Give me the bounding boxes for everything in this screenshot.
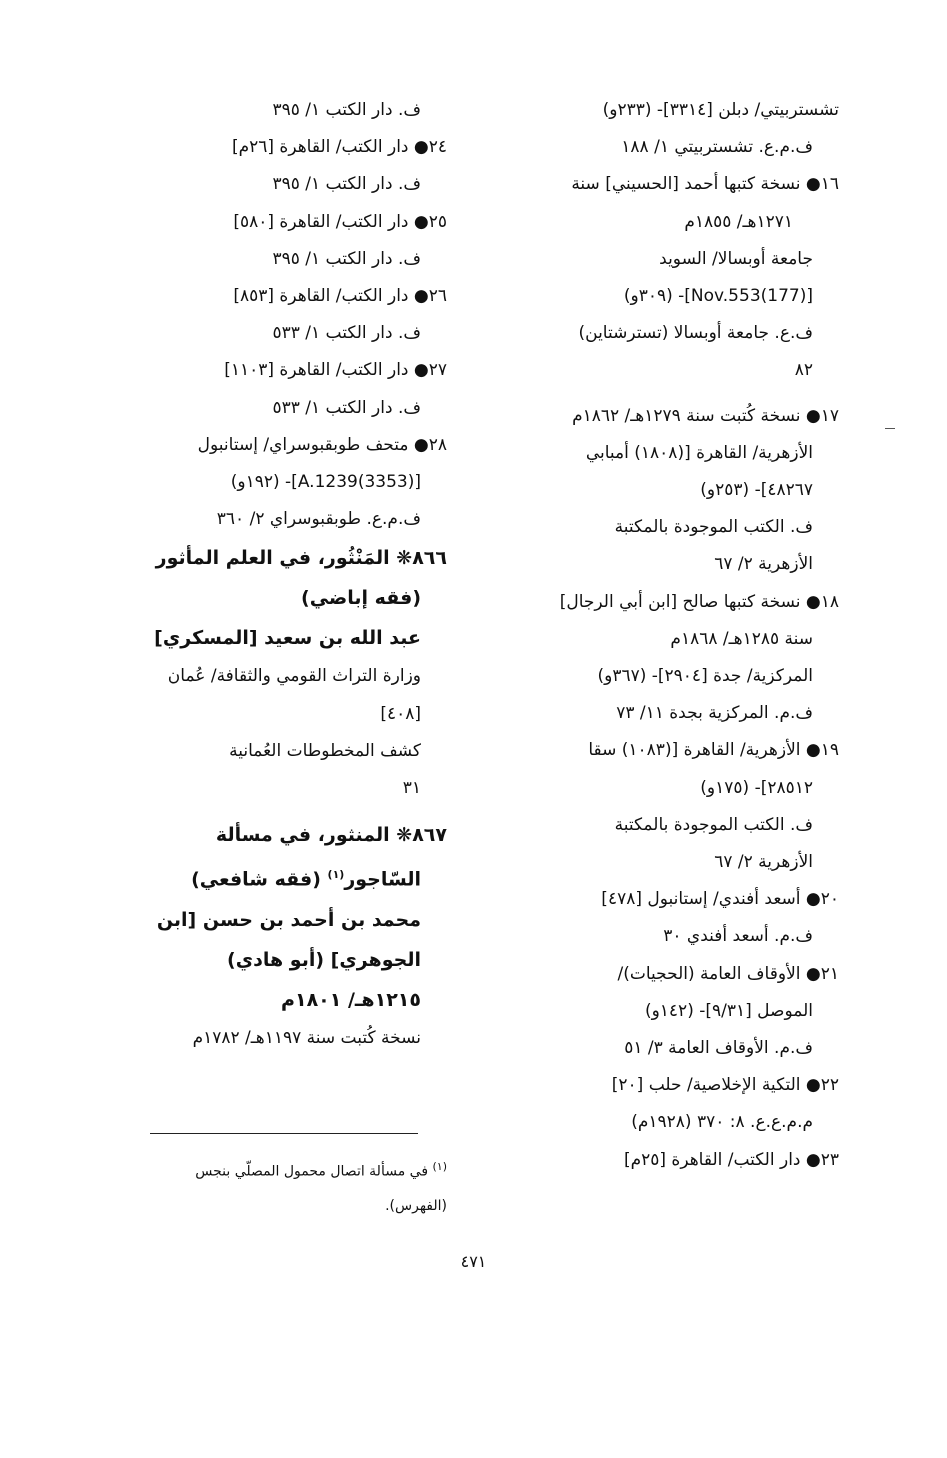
text-line: ٨٦٦❋ المَنْثُور، في العلم المأثور <box>155 547 447 570</box>
text-line: ٢٧● دار الكتب/ القاهرة [١١٠٣] <box>224 360 447 381</box>
text-line: ٢٠● أسعد أفندي/ إستانبول [٤٧٨] <box>601 889 839 910</box>
text-line: الجوهري] (أبو هادي) <box>227 948 421 971</box>
text-line: ف.م.ع. تشستربيتي ١/ ١٨٨ <box>621 137 813 158</box>
footnote-separator <box>150 1133 418 1134</box>
text-line: ف.م. الأوقاف العامة ٣/ ٥١ <box>624 1038 813 1059</box>
text-line: ٢٥● دار الكتب/ القاهرة [٥٨٠] <box>233 211 447 232</box>
text-line: ٨٦٧❋ المنثور، في مسألة <box>215 824 447 847</box>
text-line: [٤٠٨] <box>380 703 421 724</box>
text-line: ف. دار الكتب ١/ ٣٩٥ <box>272 174 421 195</box>
text-line: جامعة أوبسالا/ السويد <box>659 248 813 269</box>
text-line: ف. الكتب الموجودة بالمكتبة <box>614 814 813 835</box>
text-line: ٤٨٢٦٧]- (٢٥٣و) <box>700 480 813 501</box>
text-line: تشستربيتي/ دبلن [٣٣١٤]- (٢٣٣و) <box>602 100 839 120</box>
text-line: ٨٢ <box>794 360 813 381</box>
text-line: وزارة التراث القومي والثقافة/ عُمان <box>167 666 421 687</box>
text-line: ٢٢● التكية الإخلاصية/ حلب [٢٠] <box>611 1075 839 1096</box>
text-line: ٣١ <box>402 778 421 799</box>
text-line: ف.ع. جامعة أوبسالا (تسترشتاين) <box>578 323 813 344</box>
text-line: كشف المخطوطات العُمانية <box>229 740 421 761</box>
footnote <box>109 1150 447 1223</box>
text-line: ١٧● نسخة كُتبت سنة ١٢٧٩هـ/ ١٨٦٢م <box>572 405 839 426</box>
text-line: ف. دار الكتب ١/ ٥٣٣ <box>272 323 421 344</box>
text-line: ف. دار الكتب ١/ ٥٣٣ <box>272 397 421 418</box>
text-line: ٢٦● دار الكتب/ القاهرة [٨٥٣] <box>233 286 447 307</box>
left-column <box>109 92 447 1057</box>
text-line: ف.م. المركزية بجدة ١١/ ٧٣ <box>616 703 813 724</box>
text-line: ٢٨٥١٢]- (١٧٥و) <box>700 777 813 798</box>
text-line: سنة ١٢٨٥هـ/ ١٨٦٨م <box>670 628 813 649</box>
text-line: ١٢١٥هـ/ ١٨٠١م <box>281 988 421 1011</box>
text-line: محمد بن أحمد بن حسن [ابن <box>156 908 421 931</box>
text-line: [Nov.553(177)]- (٣٠٩و) <box>623 286 813 307</box>
text-line: عبد الله بن سعيد [المسكري] <box>154 627 421 650</box>
page-number: ٤٧١ <box>460 1252 487 1271</box>
margin-mark <box>885 428 895 429</box>
text-line: ف.م.ع. طوبقبوسراي ٢/ ٣٦٠ <box>216 509 421 530</box>
text-line: ١٩● الأزهرية/ القاهرة [(١٠٨٣) سقا <box>588 740 839 761</box>
text-line: ف.م. أسعد أفندي ٣٠ <box>663 926 813 947</box>
text-line: ٢١● الأوقاف العامة (الحجيات)/ <box>617 963 839 984</box>
text-line: الأزهرية/ القاهرة [(١٨٠٨) أمبابي <box>585 442 813 463</box>
text-line: (فقه إباضي) <box>301 587 421 610</box>
right-column <box>507 92 839 1179</box>
text-line: م.م.ع.ع. ٨: ٣٧٠ (١٩٢٨م) <box>631 1112 813 1133</box>
text-line: ٢٨● متحف طوبقبوسراي/ إستانبول <box>197 434 447 455</box>
text-line: ٢٣● دار الكتب/ القاهرة [٢٥م] <box>623 1149 839 1170</box>
text-line: السّاجور$^{(١)}$ (فقه شافعي) <box>191 868 421 891</box>
text-line: الموصل [٩/٣١]- (١٤٢و) <box>644 1000 813 1021</box>
text-line: ١٢٧١هـ/ ١٨٥٥م <box>684 211 793 232</box>
text-line: ١٨● نسخة كتبها صالح [ابن أبي الرجال] <box>559 591 839 612</box>
footnote-line-2: (الفهرس). <box>385 1197 447 1214</box>
text-line: المركزية/ جدة [٢٩٠٤]- (٣٦٧و) <box>597 666 813 687</box>
text-line: ف. الكتب الموجودة بالمكتبة <box>614 517 813 538</box>
text-line: [A.1239(3353)]- (١٩٢و) <box>230 472 421 493</box>
text-line: نسخة كُتبت سنة ١١٩٧هـ/ ١٧٨٢م <box>192 1027 421 1048</box>
text-line: ف. دار الكتب ١/ ٣٩٥ <box>272 248 421 269</box>
text-line: الأزهرية ٢/ ٦٧ <box>714 852 813 873</box>
text-line: ١٦● نسخة كتبها أحمد [الحسيني] سنة <box>571 174 839 195</box>
text-line: ف. دار الكتب ١/ ٣٩٥ <box>272 100 421 120</box>
footnote-line-1: $^{(١)}$ في مسألة اتصال محمول المصلّي بنجس <box>195 1160 447 1180</box>
text-line: الأزهرية ٢/ ٦٧ <box>714 554 813 575</box>
text-line: ٢٤● دار الكتب/ القاهرة [٢٦م] <box>231 137 447 158</box>
